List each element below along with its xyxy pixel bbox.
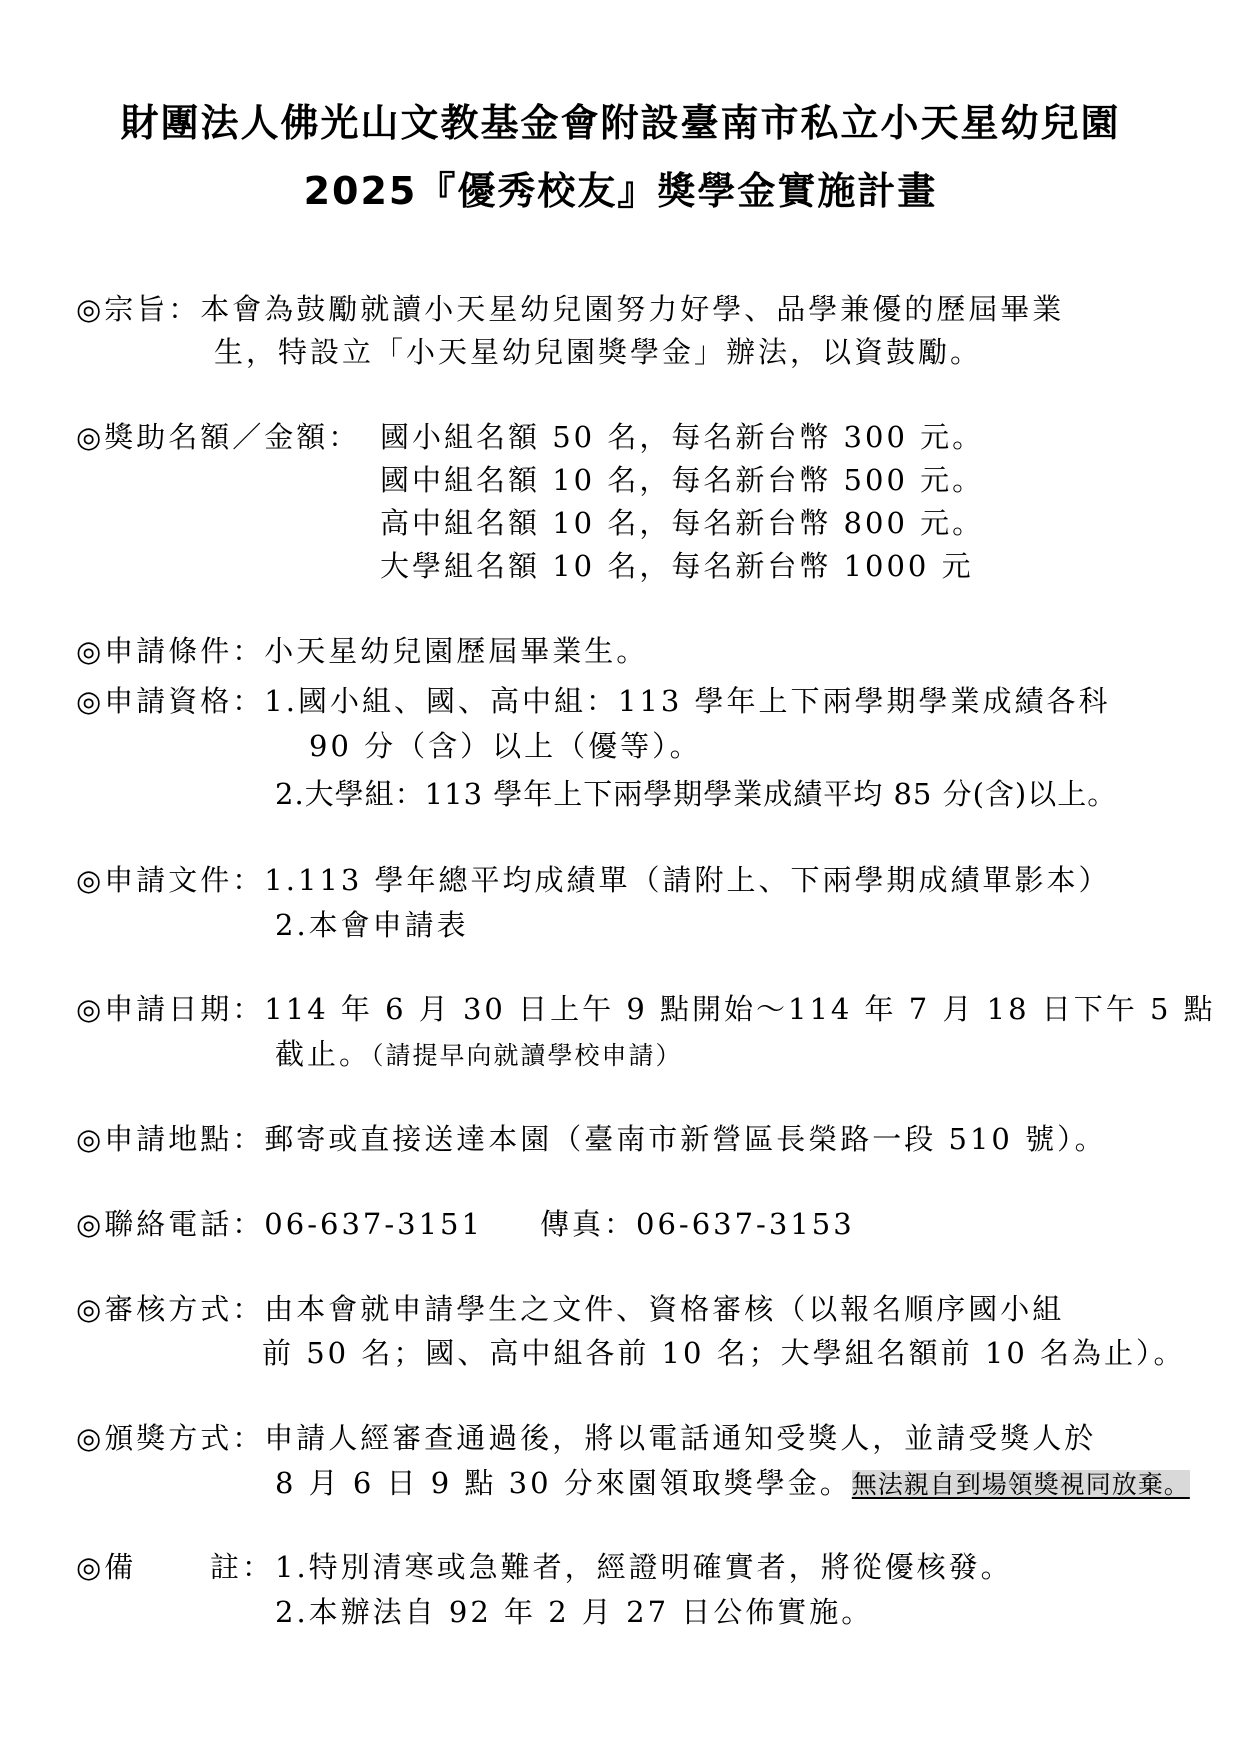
quota-label: ◎獎助名額／金額：: [76, 420, 361, 454]
documents-line-2: 2.本會申請表: [275, 908, 469, 942]
dates-deadline-text: 截止。: [275, 1037, 372, 1071]
qualification-line-3: 2.大學組：113 學年上下兩學期學業成績平均 85 分(含)以上。: [275, 777, 1118, 811]
document-subtitle: 2025『優秀校友』獎學金實施計畫: [303, 169, 938, 213]
award-line-2: [275, 1461, 1190, 1502]
purpose-line-1: ◎宗旨：本會為鼓勵就讀小天星幼兒園努力好學、品學兼優的歷屆畢業: [76, 292, 1065, 326]
award-time-text: 8 月 6 日 9 點 30 分來園領取獎學金。: [275, 1466, 852, 1500]
contact-fax: 傳真：06-637-3153: [540, 1207, 855, 1241]
notes-label: ◎備: [76, 1550, 137, 1584]
dates-note: （請提早向就讀學校申請）: [371, 1041, 683, 1070]
quota-row: 高中組名額 10 名，每名新台幣 800 元。: [380, 506, 985, 540]
purpose-line-2: 生，特設立「小天星幼兒園獎學金」辦法，以資鼓勵。: [214, 335, 983, 369]
forfeit-notice: 無法親自到場領獎視同放棄。: [851, 1470, 1190, 1499]
quota-row: 大學組名額 10 名，每名新台幣 1000 元: [380, 549, 974, 583]
notes-item-1: 1.特別清寒或急難者，經證明確實者，將從優核發。: [275, 1550, 1013, 1584]
conditions-line: ◎申請條件：小天星幼兒園歷屆畢業生。: [76, 634, 649, 668]
quota-row: 國中組名額 10 名，每名新台幣 500 元。: [380, 463, 985, 497]
notes-item-2: 2.本辦法自 92 年 2 月 27 日公佈實施。: [275, 1595, 874, 1629]
location-line: ◎申請地點：郵寄或直接送達本園（臺南市新營區長榮路一段 510 號）。: [76, 1122, 1107, 1156]
review-line-1: ◎審核方式：由本會就申請學生之文件、資格審核（以報名順序國小組: [76, 1292, 1065, 1326]
qualification-line-1: ◎申請資格：1.國小組、國、高中組：113 學年上下兩學期學業成績各科: [76, 684, 1111, 718]
quota-row: 國小組名額 50 名，每名新台幣 300 元。: [380, 420, 985, 454]
review-line-2: 前 50 名；國、高中組各前 10 名；大學組名額前 10 名為止）。: [262, 1336, 1186, 1370]
qualification-line-2: 90 分（含）以上（優等）。: [309, 729, 702, 763]
contact-phone: ◎聯絡電話：06-637-3151: [76, 1207, 483, 1241]
documents-line-1: ◎申請文件：1.113 學年總平均成績單（請附上、下兩學期成績單影本）: [76, 863, 1111, 897]
dates-line-1: ◎申請日期：114 年 6 月 30 日上午 9 點開始～114 年 7 月 18 日下午 5 點: [76, 992, 1216, 1026]
document-title: 財團法人佛光山文教基金會附設臺南市私立小天星幼兒園: [120, 101, 1121, 145]
dates-line-2: [275, 1032, 683, 1073]
notes-label-suffix: 註：: [210, 1550, 275, 1584]
award-line-1: ◎頒獎方式：申請人經審查通過後，將以電話通知受獎人，並請受獎人於: [76, 1421, 1097, 1455]
